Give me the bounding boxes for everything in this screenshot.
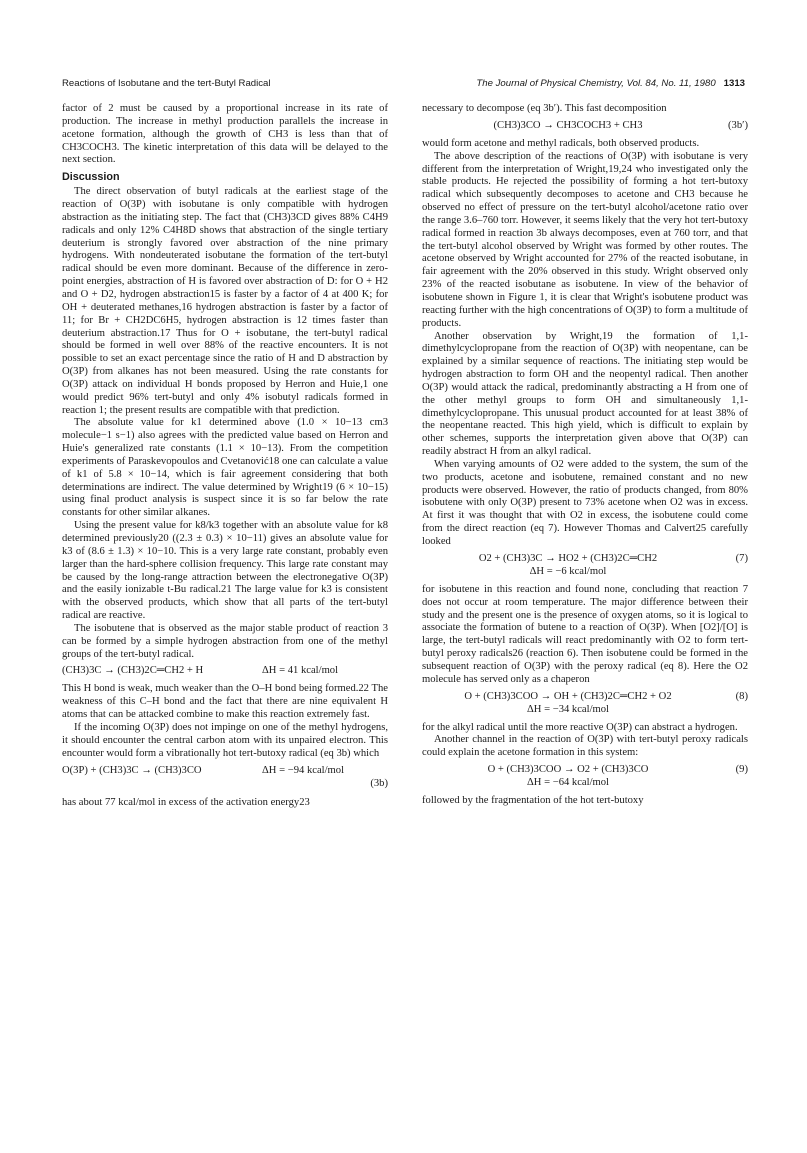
equation-body: O(3P) + (CH3)3C → (CH3)3CO [62,764,202,776]
paragraph: necessary to decompose (eq 3b′). This fast decomposition [422,103,667,114]
equation-9 [422,764,748,791]
equation-body: O + (CH3)3COO → O2 + (CH3)3CO [487,764,649,776]
section-heading-discussion: Discussion [62,171,120,184]
left-column [62,103,388,1143]
equation-number: (8) [735,690,748,702]
equation-enthalpy: ΔH = −94 kcal/mol [262,764,345,776]
page-number: 1313 [723,78,745,89]
header-journal-info [476,78,745,89]
paragraph: If the incoming O(3P) does not impinge on one of the methyl hydrogens, it should encounter the central carbon atom with its unpaired electron. This encounter would form a vibrationally hot tert-butoxy radical (eq 3b) which [62,721,388,759]
equation-number: (3b′) [728,119,748,131]
equation-enthalpy: ΔH = −64 kcal/mol [526,777,610,789]
running-header [62,78,745,92]
paragraph: Using the present value for k8/k3 together with an absolute value for k8 determined previously20 ((2.3 ± 0.3) × 10−11) gives an absolute value for k3 of (8.6 ± 1.3) × 10−10. This is a very large rate constant, probably even larger than the hard-sphere collision frequency. This large rate constant may be caused by the long-range attraction between the electronegative O(3P) and the easily ionizable t-Bu radical.21 The large value for k3 is consistent with the observed products, which show that all parts of the tert-butyl radical are reactive. [62,520,388,622]
paragraph: The absolute value for k1 determined above (1.0 × 10−13 cm3 molecule−1 s−1) also agrees with the predicted value based on Herron and Huie's generalized rate constants (1.1 × 10−13). From the competition experiments of Paraskevopoulos and Cvetanović18 one can calculate a value of k1 of 5.8 × 10−14, which is fair agreement considering that both determinations are indirect. The value determined by Wright19 (6 × 10−15) using final product analysis is suspect since it is so far below the rate constants for other similar alkanes. [62,417,388,519]
paragraph: The above description of the reactions of O(3P) with isobutane is very different from the interpretation of Wright,19,24 who investigated only the stable products. He rejected the possibility of forming a hot tert-butoxy radical which subsequently decomposes to acetone and CH3 because he observed no effect of pressure on the tert-butyl alcohol/acetone ratio over the range 3.6–760 torr. However, it seems likely that the very hot tert-butoxy radical formed in reaction 3b always decomposes, even at 760 torr, and that the tert-butyl alcohol observed by Wright was formed by other routes. The acetone observed by Wright accounted for 27% of the reacted isobutane, in fair agreement with the 20% observed in this study. Wright observed only 23% of the reacted isobutane as isobutene. In view of the behavior of isobutene shown in Figure 1, it is clear that Wright's isobutene product was reacting further with the high concentrations of O(3P) to form a multitude of products. [422,150,748,329]
paragraph: This H bond is weak, much weaker than the O–H bond being formed.22 The weakness of this C–H bond and the fact that there are nine equivalent H atoms that can be attacked combine to make this reaction extremely fast. [62,683,388,721]
paragraph: factor of 2 must be caused by a proportional increase in its rate of production. The increase in methyl production parallels the increase in acetone formation, although the growth of CH3 is less than that of CH3COCH3. The kinetic interpretation of this data will be delayed to the next section. [62,103,388,166]
paragraph: for isobutene in this reaction and found none, concluding that reaction 7 does not occur at room temperature. The major difference between their study and the present one is the presence of oxygen atoms, so it is logical to associate the formation of butene to a reaction of O(3P). When [O2]/[O] is large, the tert-butyl radicals will react predominantly with O2 to form tert-butyl peroxy radicals26 (reaction 6). Then isobutene could be formed in the subsequent reaction of O(3P) with the peroxy radical (eq 8). Here the O2 molecule has served only as a chaperon [422,583,748,685]
paragraph: for the alkyl radical until the more reactive O(3P) can abstract a hydrogen. [422,721,738,733]
equation-number: (7) [735,552,748,564]
paragraph: The isobutene that is observed as the major stable product of reaction 3 can be formed by a simple hydrogen abstraction from one of the methyl groups of the tert-butyl radical. [62,622,388,660]
paragraph: has about 77 kcal/mol in excess of the activation energy23 [62,796,310,808]
equation-number: (9) [735,764,748,776]
equation-7 [422,553,748,580]
equation-body: O2 + (CH3)3C → HO2 + (CH3)2C═CH2 [478,552,658,564]
equation-8 [422,691,748,718]
right-column [422,103,748,1143]
paragraph: would form acetone and methyl radicals, both observed products. [422,137,700,149]
equation-body: (CH3)3CO → CH3COCH3 + CH3 [493,119,643,131]
header-article-title: Reactions of Isobutane and the tert-Butyl Radical [62,78,271,89]
equation-enthalpy: ΔH = 41 kcal/mol [262,665,339,677]
equation-3b [62,765,388,793]
equation-number: (3b) [370,777,388,789]
equation-enthalpy: ΔH = −6 kcal/mol [529,565,607,577]
equation-isobutene-formation [62,665,388,679]
equation-body: (CH3)3C → (CH3)2C═CH2 + H [62,665,204,677]
paragraph: Another observation by Wright,19 the formation of 1,1-dimethylcyclopropane from the reaction of O(3P) with neopentane, can be explained by a similar sequence of reactions. The initiating step would be hydrogen abstraction to form OH and the neopentyl radical. Then another O(3P) would attack the radical, predominantly abstracting a H from one of the other methyl groups to form OH and simultaneously 1,1-dimethylcyclopropane. This unusual product accounted for at least 38% of the neopentane reacted. This high yield, which is difficult to explain by other schemes, supports the interpretation given above that O(3P) can readily abstract H from an alkyl radical. [422,330,748,458]
equation-enthalpy: ΔH = −34 kcal/mol [526,703,610,715]
equation-body: O + (CH3)3COO → OH + (CH3)2C═CH2 + O2 [464,690,672,702]
header-journal-citation: The Journal of Physical Chemistry, Vol. 84, No. 11, 1980 [476,78,716,89]
paragraph: The direct observation of butyl radicals at the earliest stage of the reaction of O(3P) with isobutane is only compatible with hydrogen abstraction as the initiating step. The fact that (CH3)3CD gives 88% C4H9 radicals and only 12% C4H8D shows that abstraction of the single tertiary deuterium is strongly favored over abstraction of the nine primary hydrogens. With nondeuterated isobutane the formation of the tert-butyl radical should be even more dominant. Because of the difference in zero-point energies, abstraction of H is favored over abstraction of D: for O + H2 and O + D2, hydrogen abstraction15 is faster by a factor of 4 at 400 K; for OH + deuterated methanes,16 hydrogen abstraction is faster by a factor of 11; for Br + CH2DC6H5, hydrogen abstraction is 12 times faster than deuterium abstraction.17 Thus for O + isobutane, the tert-butyl radical should be formed in well over 88% of the reactive encounters. It is not possible to set an exact percentage since the ratio of H and D abstraction by O(3P) from alkanes has not been measured. Using the rate constants for O(3P) attack on individual H bonds proposed by Herron and Huie,1 one would predict 96% tert-butyl and only 4% isobutyl radicals formed in reaction 1; the present results are compatible with that prediction. [62,186,388,416]
paragraph: When varying amounts of O2 were added to the system, the sum of the two products, acetone and isobutene, remained constant and no new products were observed. However, the ratio of products changed, from 80% isobutene with only O(3P) present to 73% acetone when O2 was in excess. At first it was thought that with O2 in excess, the isobutene could come from the direct reaction (eq 7). However Thomas and Calvert25 carefully looked [422,458,748,547]
paragraph: followed by the fragmentation of the hot tert-butoxy [422,795,644,807]
equation-3b-prime [422,120,748,134]
paragraph: Another channel in the reaction of O(3P) with tert-butyl peroxy radicals could explain the acetone formation in this system: [422,734,748,759]
